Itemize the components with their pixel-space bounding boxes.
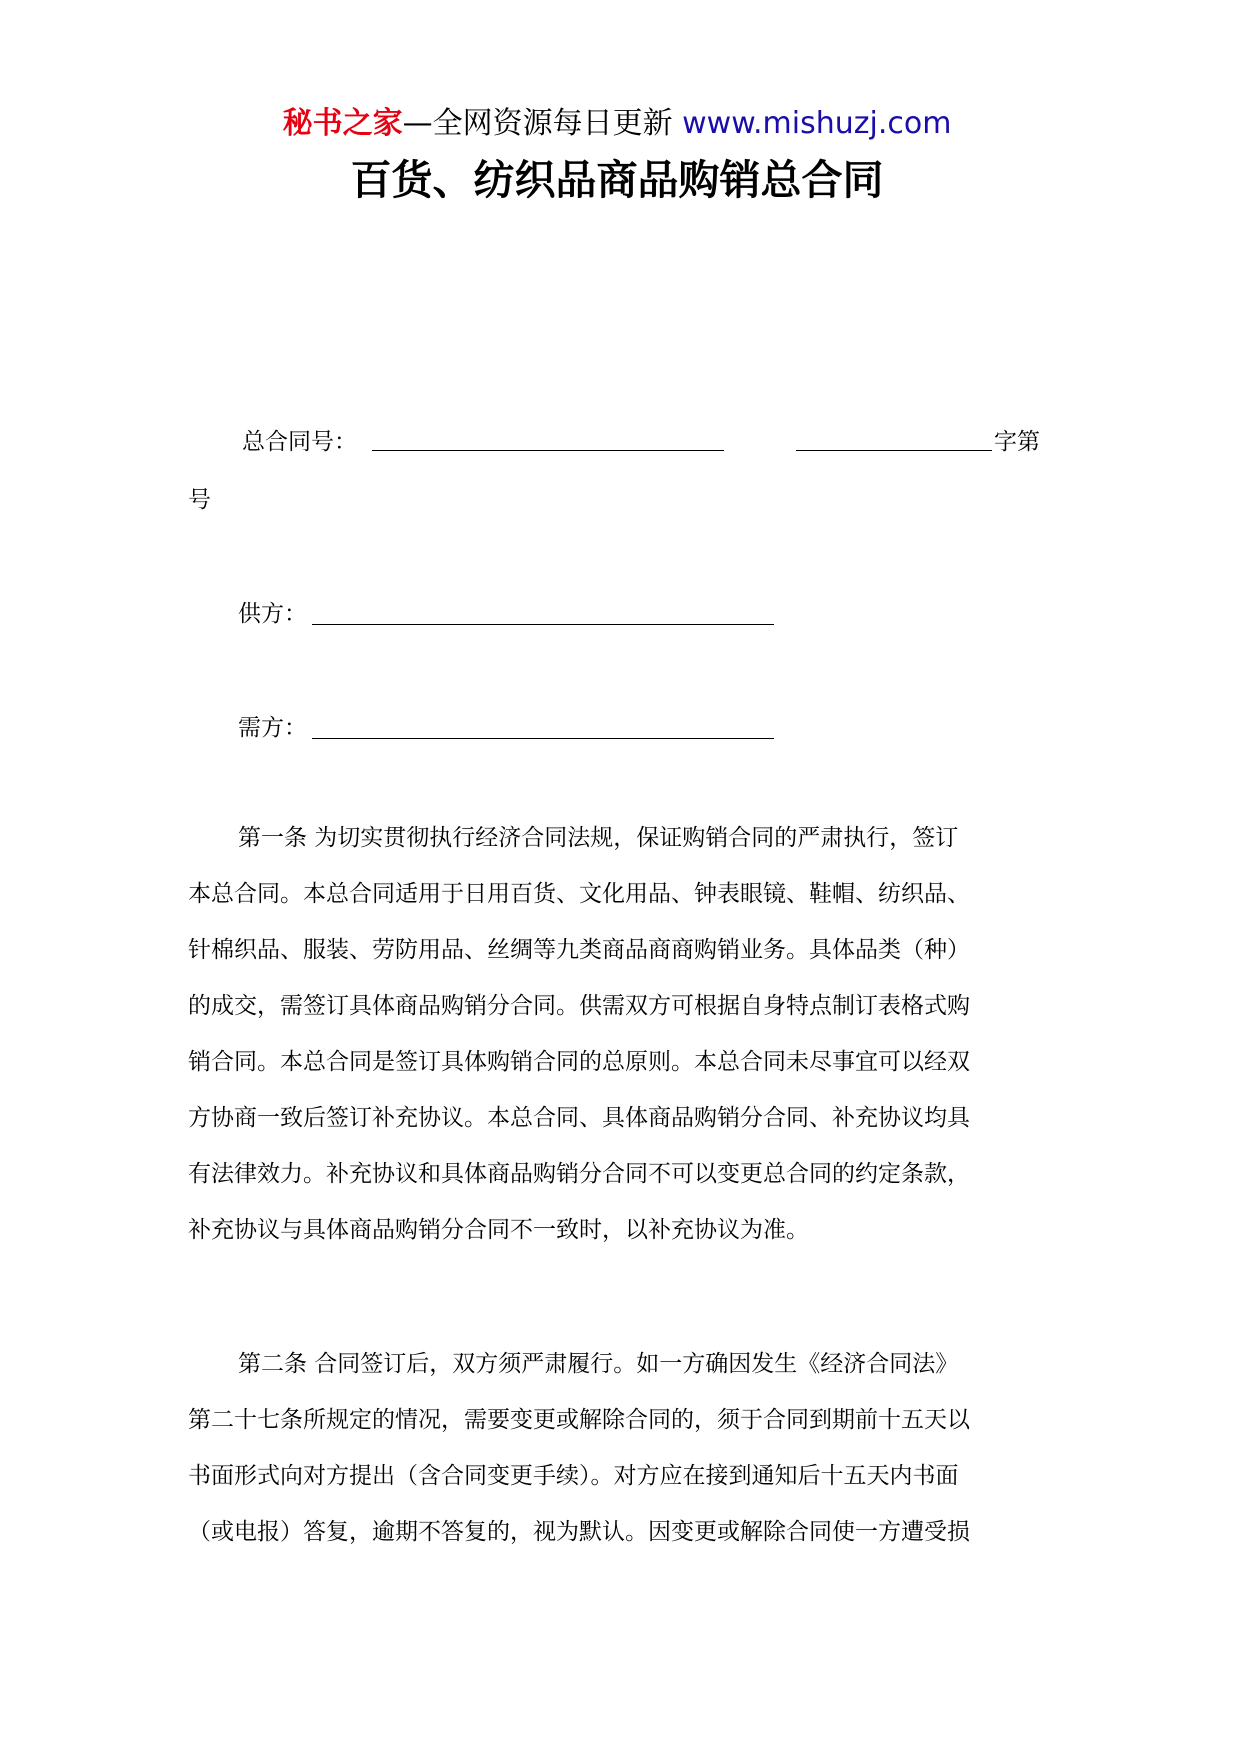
article-2-line: 第二条 合同签订后，双方须严肃履行。如一方确因发生《经济合同法》 — [238, 1351, 959, 1377]
article-1-line: 补充协议与具体商品购销分合同不一致时，以补充协议为准。 — [188, 1217, 809, 1243]
contract-number-blank — [372, 428, 724, 451]
contract-word-blank — [796, 428, 992, 451]
document-title: 百货、纺织品商品购销总合同 — [350, 156, 884, 204]
supplier-label: 供方： — [238, 601, 307, 627]
article-2-line: 书面形式向对方提出（含合同变更手续）。对方应在接到通知后十五天内书面 — [188, 1463, 959, 1489]
site-url-link[interactable]: www.mishuzj.com — [682, 106, 952, 141]
buyer-blank — [312, 716, 774, 739]
article-1-line: 方协商一致后签订补充协议。本总合同、具体商品购销分合同、补充协议均具 — [188, 1105, 970, 1131]
supplier-blank — [312, 602, 774, 625]
article-1-line: 的成交，需签订具体商品购销分合同。供需双方可根据自身特点制订表格式购 — [188, 993, 970, 1019]
buyer-label: 需方： — [238, 715, 307, 741]
article-1-line: 第一条 为切实贯彻执行经济合同法规，保证购销合同的严肃执行，签订 — [238, 825, 959, 851]
site-slogan: —全网资源每日更新 — [402, 106, 683, 141]
article-1-line: 本总合同。本总合同适用于日用百货、文化用品、钟表眼镜、鞋帽、纺织品、 — [188, 881, 970, 907]
article-1 — [188, 810, 1048, 1258]
contract-word-label: 字第 — [994, 429, 1040, 455]
article-1-line: 针棉织品、服装、劳防用品、丝绸等九类商品商商购销业务。具体品类（种） — [188, 937, 970, 963]
article-2 — [188, 1336, 1048, 1560]
contract-number-suffix: 号 — [188, 487, 211, 513]
contract-number-label: 总合同号： — [242, 429, 357, 455]
article-2-line: （或电报）答复，逾期不答复的，视为默认。因变更或解除合同使一方遭受损 — [188, 1519, 970, 1545]
site-brand: 秘书之家 — [282, 106, 403, 141]
article-1-line: 销合同。本总合同是签订具体购销合同的总原则。本总合同未尽事宜可以经双 — [188, 1049, 970, 1075]
article-2-line: 第二十七条所规定的情况，需要变更或解除合同的，须于合同到期前十五天以 — [188, 1407, 970, 1433]
site-header — [0, 104, 1234, 144]
article-1-line: 有法律效力。补充协议和具体商品购销分合同不可以变更总合同的约定条款， — [188, 1161, 970, 1187]
